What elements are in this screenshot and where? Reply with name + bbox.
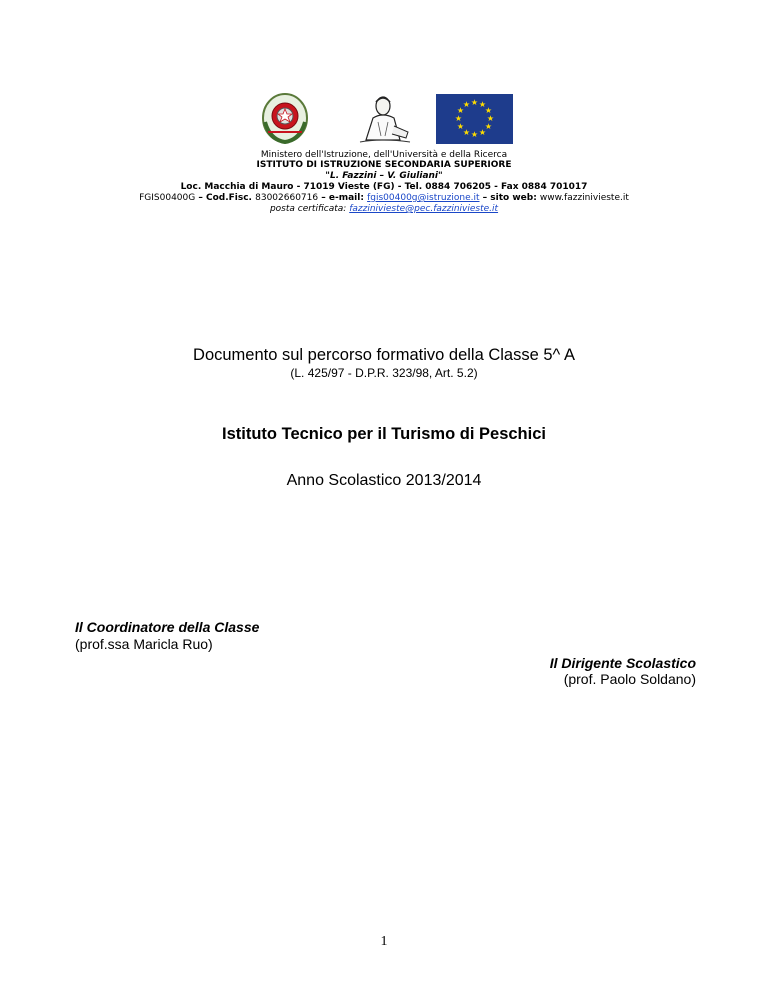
svg-text:★: ★ bbox=[462, 100, 471, 109]
pec-label: posta certificata: bbox=[269, 204, 350, 214]
principal-role: Il Dirigente Scolastico bbox=[549, 655, 696, 671]
email-label: – e-mail: bbox=[318, 193, 368, 203]
svg-text:★: ★ bbox=[478, 128, 487, 137]
svg-text:★: ★ bbox=[454, 114, 463, 123]
document-title: Documento sul percorso formativo della Classe 5^ A bbox=[193, 346, 575, 364]
coordinator-role: Il Coordinatore della Classe bbox=[75, 619, 260, 635]
page-number: 1 bbox=[380, 934, 388, 949]
svg-text:★: ★ bbox=[486, 114, 495, 123]
coordinator-name: (prof.ssa Maricla Ruo) bbox=[75, 636, 213, 652]
pec-link[interactable]: fazzinivieste@pec.fazzinivieste.it bbox=[349, 204, 499, 214]
ministry-line: Ministero dell'Istruzione, dell'Università e della Ricerca bbox=[260, 150, 508, 160]
founder-portrait-logo bbox=[360, 97, 410, 142]
svg-text:★: ★ bbox=[456, 106, 465, 115]
website-link[interactable]: www.fazzinivieste.it bbox=[539, 193, 629, 203]
republic-emblem-logo bbox=[263, 94, 307, 142]
codfisc-label: – Cod.Fisc. bbox=[195, 193, 256, 203]
institute-line: ISTITUTO DI ISTRUZIONE SECONDARIA SUPERIORE bbox=[256, 160, 512, 170]
address-line: Loc. Macchia di Mauro - 71019 Vieste (FG) - Tel. 0884 706205 - Fax 0884 701017 bbox=[180, 182, 588, 192]
web-label: – sito web: bbox=[479, 193, 540, 203]
school-year: Anno Scolastico 2013/2014 bbox=[286, 472, 482, 489]
contacts-line bbox=[0, 193, 768, 204]
email-link[interactable]: fgis00400g@istruzione.it bbox=[367, 193, 480, 203]
principal-name: (prof. Paolo Soldano) bbox=[563, 671, 696, 687]
pec-line bbox=[0, 204, 768, 215]
legal-reference: (L. 425/97 - D.P.R. 323/98, Art. 5.2) bbox=[290, 366, 478, 380]
school-code: FGIS00400G bbox=[139, 193, 196, 203]
eu-flag-logo bbox=[436, 94, 513, 144]
codfisc-value: 83002660716 bbox=[255, 193, 319, 203]
header-logos bbox=[260, 92, 516, 144]
institute-name: "L. Fazzini – V. Giuliani" bbox=[325, 171, 443, 181]
svg-text:★: ★ bbox=[484, 106, 493, 115]
svg-text:★: ★ bbox=[470, 98, 479, 107]
school-name: Istituto Tecnico per il Turismo di Peschici bbox=[222, 425, 546, 443]
svg-text:★: ★ bbox=[478, 100, 487, 109]
svg-text:★: ★ bbox=[484, 122, 493, 131]
svg-text:★: ★ bbox=[456, 122, 465, 131]
svg-text:★: ★ bbox=[470, 130, 479, 139]
svg-text:★: ★ bbox=[462, 128, 471, 137]
